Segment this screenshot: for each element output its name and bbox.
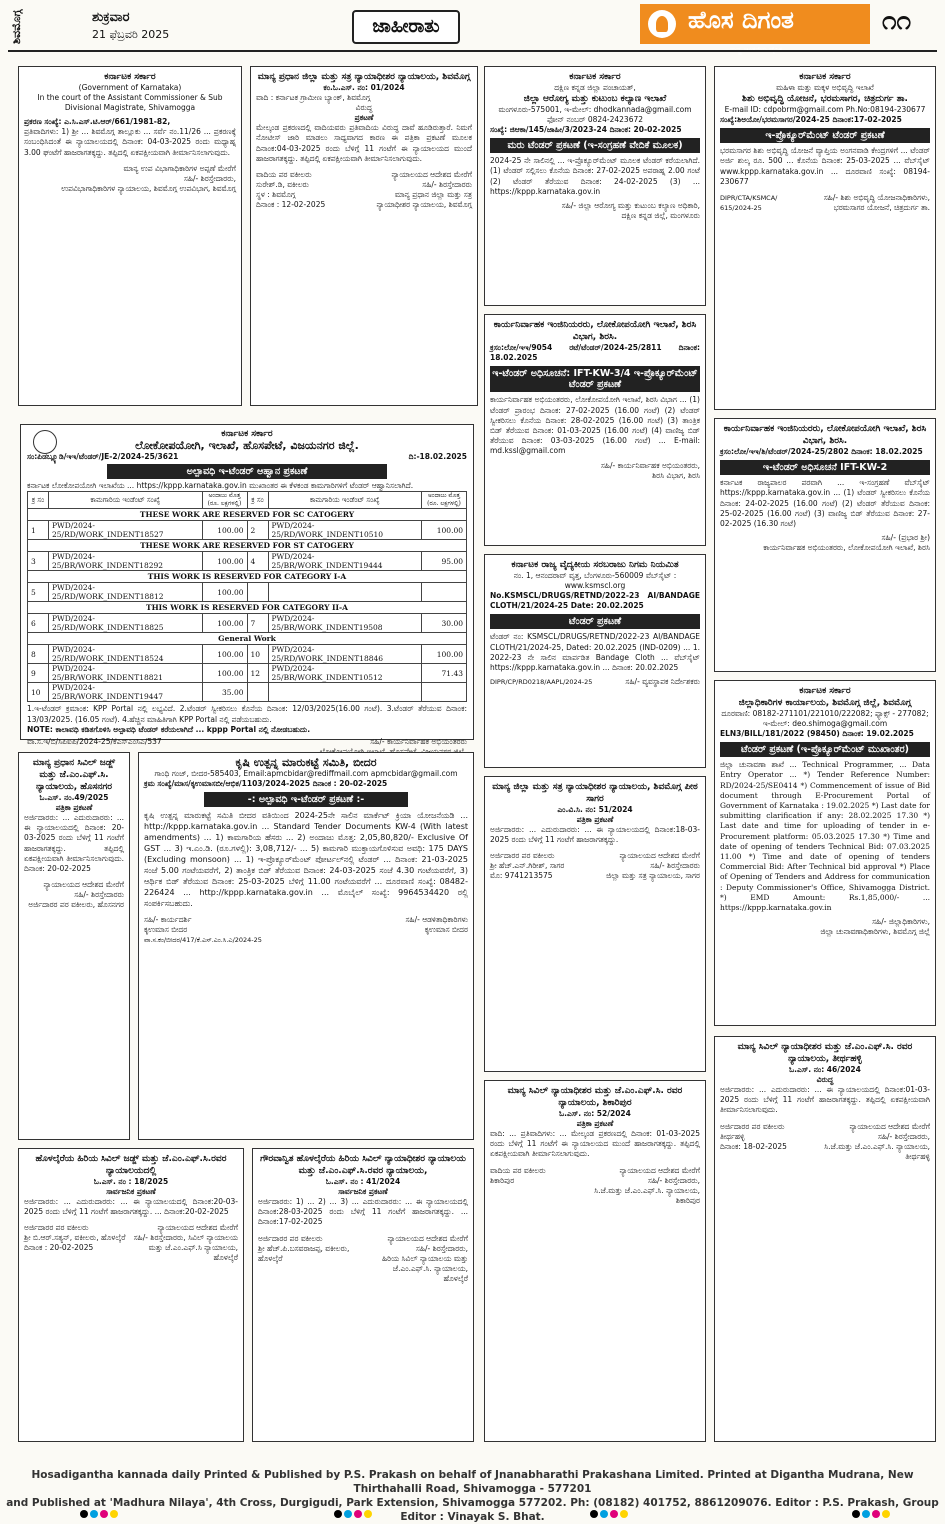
registration-dot bbox=[872, 1510, 880, 1518]
versus-label: ವಿರುದ್ಧ bbox=[355, 103, 373, 113]
notice-body: ವಾದಿ: ... ಪ್ರತಿವಾದಿಗಳು: ... ಮೇಲ್ಕಂಡ ಪ್ರಕರಣದಲ್ಲಿ ದಿನಾಂಕ: 01-03-2025 ರಂದು ಬೆಳಿಗ್ಗೆ 11 ಗಂಟೆಗೆ ಈ ನ್ಯಾಯಾಲಯದ ಮುಂದೆ ಹಾಜರಾಗತಕ್ಕದ್ದು. ತಪ್ಪಿದಲ್ಲಿ ಏಕಪಕ್ಷೀಯವಾಗಿ ತೀರ್ಮಾನಿಸಲಾಗುವುದು. bbox=[490, 1129, 700, 1159]
table-cell: PWD/2024-25/RD/WORK_INDENT18524 bbox=[49, 645, 203, 664]
notice-heading: ಕರ್ನಾಟಕ ಸರ್ಕಾರ bbox=[569, 72, 621, 82]
notice-thirthahalli-court bbox=[714, 1036, 936, 1442]
notice-bar: ಮರು ಟೆಂಡರ್ ಪ್ರಕಟಣೆ (ಇ-ಸಂಗ್ರಹಣೆ ವೇದಿಕೆ ಮೂಲಕ) bbox=[490, 138, 700, 153]
table-cell: 30.00 bbox=[422, 614, 467, 633]
sig-line: ಶ್ರೀ ಬಿ.ಆರ್.ಸತ್ಯನ್, ವಕೀಲರು, ಹೊಳಲ್ಕೆರೆ bbox=[24, 1233, 126, 1243]
registration-dot bbox=[110, 1510, 118, 1518]
brand-name: ಹೊಸ ದಿಗಂತ bbox=[688, 6, 794, 34]
notice-court: In the court of the Assistant Commissioner & Sub Divisional Magistrate, Shivamogga bbox=[37, 93, 223, 112]
notice-intro: ಕರ್ನಾಟಕ ಲೋಕೋಪಯೋಗಿ ಇಲಾಖೆಯ ... https://kppp.karnataka.gov.in ಮುಖಾಂತರ ಈ ಕೆಳಕಂಡ ಕಾಮಗಾರಿಗಳಿಗೆ ಟೆಂಡರ್ ಆಹ್ವಾನಿಸಲಾಗಿದೆ. bbox=[27, 481, 414, 491]
registration-marks-left bbox=[80, 1503, 120, 1513]
table-cell: 6 bbox=[28, 614, 49, 633]
dipr-code: ವಾ.ಸ.ಇ/ಬಿ/ಸಿಪಿಐಪಿ/2024-25/ಕೆಎಸ್‌ಎಂಸಿಎ/537 bbox=[27, 737, 162, 747]
flame-icon bbox=[648, 10, 676, 38]
case-number: ಓ.ಎಸ್. ನಂ: 46/2024 bbox=[789, 1065, 861, 1074]
registration-dot bbox=[862, 1510, 870, 1518]
category-row bbox=[28, 571, 467, 583]
header-rule bbox=[8, 50, 937, 52]
table-cell: 100.00 bbox=[422, 645, 467, 664]
registration-marks-center bbox=[334, 1503, 374, 1513]
notice-heading: ಮಾನ್ಯ ಜಿಲ್ಲಾ ಮತ್ತು ಸತ್ರ ನ್ಯಾಯಾಧೀಶರ ನ್ಯಾಯಾಲಯ, ಶಿವಮೊಗ್ಗ ಪೀಠ ಸಾಗರ bbox=[492, 782, 698, 804]
sig-line: ಸಹಿ/- ಕಾರ್ಯನಿರ್ವಾಹಕ ಅಭಿಯಂತರರು bbox=[370, 737, 467, 747]
case-number: ಓ.ಎಸ್. ನಂ : 41/2024 bbox=[325, 1177, 401, 1186]
registration-dot bbox=[354, 1510, 362, 1518]
notice-body: ಅರ್ಜಿದಾರರು: ... ಎದುರುದಾರರು: ... ಈ ನ್ಯಾಯಾಲಯದಲ್ಲಿ ದಿನಾಂಕ: 20-03-2025 ರಂದು ಬೆಳಿಗ್ಗೆ 11 ಗಂಟೆಗೆ ಹಾಜರಾಗತಕ್ಕದ್ದು. ತಪ್ಪಿದಲ್ಲಿ ಏಕಪಕ್ಷೀಯವಾಗಿ ತೀರ್ಮಾನಿಸಲಾಗುವುದು. ದಿನಾಂಕ: 20-02-2025 bbox=[24, 813, 124, 874]
table-row bbox=[28, 664, 467, 683]
signature-block bbox=[720, 193, 930, 213]
case-number: ಓ.ಎಸ್. ನಂ.49/2025 bbox=[39, 793, 109, 802]
notice-pwd-sirsi-kw3 bbox=[484, 314, 706, 546]
case-number: ಓ.ಎಸ್. ನಂ : 18/2025 bbox=[93, 1177, 169, 1186]
category-label: THIS WORK IS RESERVED FOR CATEGORY II-A bbox=[28, 602, 467, 614]
sig-line: ಭರಮಸಾಗರ ಯೋಜನೆ, ಚಿತ್ರದುರ್ಗ ತಾ. bbox=[833, 203, 930, 213]
registration-dot bbox=[364, 1510, 372, 1518]
sig-line: ಸಹಿ/- ಶಿರಸ್ತೇದಾರರು, bbox=[415, 1243, 468, 1253]
sig-line: ಸುರೇಶ್.ಡಿ, ವಕೀಲರು bbox=[256, 180, 309, 190]
table-cell: 3 bbox=[28, 552, 49, 571]
category-label: THESE WORK ARE RESERVED FOR SC CATOGERY bbox=[28, 509, 467, 521]
sig-line: ಸಹಿ/- ವ್ಯವಸ್ಥಾಪಕ ನಿರ್ದೇಶಕರು bbox=[625, 677, 700, 687]
sig-line: ನ್ಯಾಯಾಲಯದ ಆದೇಶದ ಮೇರೆಗೆ bbox=[619, 1165, 700, 1175]
registration-dot bbox=[620, 1510, 628, 1518]
table-cell: 2 bbox=[247, 521, 268, 540]
signature-block bbox=[490, 1166, 700, 1206]
table-cell: 95.00 bbox=[422, 552, 467, 571]
sig-line: ಶ್ರೀ ಹೆಚ್.ಪಿ.ಬಸವರಾಜಪ್ಪ, ವಕೀಲರು, ಹೊಳಲ್ಕೆರೆ bbox=[258, 1243, 350, 1263]
registration-dot bbox=[852, 1510, 860, 1518]
sig-line: ಉಪವಿಭಾಗಾಧಿಕಾರಿಗಳ ನ್ಯಾಯಾಲಯ, ಶಿವಮೊಗ್ಗ ಉಪವಿಭಾಗ, ಶಿವಮೊಗ್ಗ bbox=[61, 183, 236, 193]
sig-line: ಅರ್ಜಿದಾರರ ಪರ ವಕೀಲರು bbox=[24, 1223, 89, 1233]
registration-dot bbox=[100, 1510, 108, 1518]
notice-heading: ಮಾನ್ಯ ಪ್ರಧಾನ ಜಿಲ್ಲಾ ಮತ್ತು ಸತ್ರ ನ್ಯಾಯಾಧೀಶರ ನ್ಯಾಯಾಲಯ, ಶಿವಮೊಗ್ಗ bbox=[257, 72, 471, 82]
sig-line: ದಿನಾಂಕ : 12-02-2025 bbox=[256, 200, 326, 210]
dipr-code: DIPR/CP/RD0218/AAPL/2024-25 bbox=[490, 678, 593, 687]
sig-line: ನ್ಯಾಯಾಲಯದ ಆದೇಶದ ಮೇರೆಗೆ bbox=[43, 880, 124, 890]
table-row bbox=[28, 683, 467, 702]
table-cell bbox=[422, 683, 467, 702]
signature-block bbox=[490, 461, 700, 481]
table-cell: PWD/2024-25/RD/WORK_INDENT18527 bbox=[49, 521, 203, 540]
sig-line: ಸಹಿ/- ಆಡಳಿತಾಧಿಕಾರಿಗಳು bbox=[405, 915, 468, 925]
notice-bar: ಸಾರ್ವಜನಿಕ ಪ್ರಕಟಣೆ bbox=[338, 1187, 388, 1196]
sig-line: ವಾದಿಯ ಪರ ವಕೀಲರು bbox=[490, 1165, 546, 1175]
imprint-line: and Published at 'Madhura Nilaya', 4th Cross, Durgigudi, Park Extension, Shivamogga 577202. Ph: (08182) 401752, 8861209076. Editor : P.S. Prakash, Group Editor : Vinayak S. Bhat. bbox=[6, 1497, 939, 1523]
notice-pwd-sirsi-kw2 bbox=[714, 418, 936, 672]
table-cell: 1 bbox=[28, 521, 49, 540]
notice-body: ಅರ್ಜಿದಾರರು: ... ಎದುರುದಾರರು: ... ಈ ನ್ಯಾಯಾಲಯದಲ್ಲಿ ದಿನಾಂಕ:18-03-2025 ರಂದು ಬೆಳಿಗ್ಗೆ 11 ಗಂಟೆಗೆ ಹಾಜರಾಗತಕ್ಕದ್ದು. bbox=[490, 825, 700, 845]
category-row bbox=[28, 633, 467, 645]
notice-bar: ಸಾರ್ವಜನಿಕ ಪ್ರಕಟಣೆ bbox=[106, 1187, 156, 1196]
case-number: ಕಂ.ಓ.ಎಸ್. ನಂ: 01/2024 bbox=[323, 83, 405, 92]
table-cell: 100.00 bbox=[202, 614, 247, 633]
notice-ksmscl-tender bbox=[484, 554, 706, 768]
sig-line: ಹಿರಿಯ ಸಿವಿಲ್ ನ್ಯಾಯಾಲಯ ಮತ್ತು ಜೆ.ಎಂ.ಎಫ್.ಸಿ. ನ್ಯಾಯಾಲಯ, ಹೊಳಲ್ಕೆರೆ bbox=[382, 1253, 468, 1283]
category-label: General Work bbox=[28, 633, 467, 645]
notice-subheading: ದಕ್ಷಿಣ ಕನ್ನಡ ಜಿಲ್ಲಾ ಪಂಚಾಯತ್, bbox=[554, 83, 636, 92]
notice-contact: ಗಾಂಧಿ ಗಂಜ್, ಬೀದರ-585403, Email:apmcbidar@rediffmail.com apmcbidar@gmail.com bbox=[154, 769, 458, 778]
notice-body: ಜಿಲ್ಲಾ ಚುನಾವಣಾ ಶಾಖೆ ... Technical Programmer, ... Data Entry Operator ... *) Tender Reference Number: RD/2024-25/SE0414 *) Commencement of issue of Bid document through E-Procurement Portal of Government of Karnataka : 19.02.2025 *) Last date for submitting clarification if any: 28.02.2025 17.30 *) Last date and time for uploading of tender in e-Procurement platform: 05.03.2025 17.30 *) Time and date of opening of tenders Technical Bid: 07.03.2025 11.00 *) Time and date of opening of tenders Commercial Bid: After Technical bid approval *) Place of Opening of Tenders and Address for communication : Deputy Commissioner's Office, Shivamogga District. *) EMD Amount: Rs.1,85,000/- ... https://kppp.karnataka.gov.in bbox=[720, 760, 930, 913]
notice-bar: ಪತ್ರಿಕಾ ಪ್ರಕಟಣೆ bbox=[576, 815, 614, 824]
table-cell: 100.00 bbox=[202, 583, 247, 602]
table-cell: 7 bbox=[247, 614, 268, 633]
notice-bar: ಇ-ಟೆಂಡರ್ ಅಧಿಸೂಚನೆ IFT-KW-2 bbox=[720, 460, 930, 475]
notice-heading: ಕೃಷಿ ಉತ್ಪನ್ನ ಮಾರುಕಟ್ಟೆ ಸಮಿತಿ, ಬೀದರ bbox=[235, 756, 377, 769]
reference-number: ಕ್ರಸಂ:ಲೋ/ಇಇ/9054 ರಟೆ/ಟೆಂಡರ್/2024-25/2811 ದಿನಾಂಕ: 18.02.2025 bbox=[490, 343, 700, 363]
sig-line: ಅರ್ಜಿದಾರರ ಪರ ವಕೀಲರು bbox=[258, 1233, 323, 1243]
sig-line: ದಕ್ಷಿಣ ಕನ್ನಡ ಜಿಲ್ಲೆ, ಮಂಗಳೂರು bbox=[621, 211, 700, 221]
table-cell: PWD/2024-25/BR/WORK_INDENT18292 bbox=[49, 552, 203, 571]
registration-dot bbox=[600, 1510, 608, 1518]
column-header: ಕಾಮಗಾರಿಯ ಇಂಡೆಂಟ್ ಸಂಖ್ಯೆ bbox=[49, 492, 203, 509]
sig-line: ಸಿ.ಜೆ.ಮತ್ತು ಜೆ.ಎಂ.ಎಫ್.ಸಿ. ನ್ಯಾಯಾಲಯ, ತೀರ್ಥಹಳ್ಳಿ bbox=[824, 1141, 930, 1161]
case-number: ಓ.ಎಸ್. ನಂ: 52/2024 bbox=[559, 1109, 631, 1118]
dipr-code: ವಾ.ಸ.ಕಂ/ಬೀದರ/417/ಕೆ.ಎಸ್.ಎಂ.ಸಿ.ಎ/2024-25 bbox=[144, 936, 262, 945]
reference-number: ಸಂಖ್ಯೆ:ಶಿಅಯೋ/ಭರಮಸಾಗರ/2024-25 ದಿನಾಂಕ:17-02-2025 bbox=[720, 115, 902, 124]
sig-line: ಅರ್ಜಿದಾರರ ಪರ ವಕೀಲರು bbox=[490, 851, 555, 861]
category-row bbox=[28, 509, 467, 521]
notice-department: ಜಿಲ್ಲಾ ಆರೋಗ್ಯ ಮತ್ತು ಕುಟುಂಬ ಕಲ್ಯಾಣ ಇಲಾಖೆ bbox=[523, 94, 667, 104]
sig-line: ನ್ಯಾಯಾಲಯದ ಆದೇಶದ ಮೇರೆಗೆ bbox=[391, 170, 472, 180]
sig-line: ನ್ಯಾಯಾಲಯದ ಆದೇಶದ ಮೇರೆಗೆ bbox=[619, 851, 700, 861]
table-row bbox=[28, 521, 467, 540]
notice-hosanagara-court bbox=[18, 752, 130, 1140]
page-number: ೧೧ bbox=[882, 6, 912, 36]
notice-heading: ಮಾನ್ಯ ಪ್ರಧಾನ ಸಿವಿಲ್ ಜಡ್ಜ್ ಮತ್ತು ಜೆ.ಎಂ.ಎಫ್.ಸಿ. ನ್ಯಾಯಾಲಯ, ಹೊಸನಗರ bbox=[32, 758, 116, 792]
sig-line: ಮಾನ್ಯ ಪ್ರಧಾನ ಜಿಲ್ಲಾ ಮತ್ತು ಸತ್ರ ನ್ಯಾಯಾಧೀಶರ ನ್ಯಾಯಾಲಯ, ಶಿವಮೊಗ್ಗ bbox=[376, 190, 472, 210]
reference-number: No.KSMSCL/DRUGS/RETND/2022-23 AI/BANDAGE CLOTH/21/2024-25 Date: 20.02.2025 bbox=[490, 591, 700, 611]
notice-bar: ಟೆಂಡರ್ ಪ್ರಕಟಣೆ bbox=[490, 614, 700, 629]
notice-body: ಟೆಂಡರ್ ನಂ: KSMSCL/DRUGS/RETND/2022-23 AI/BANDAGE CLOTH/21/2024-25, Dated: 20.02.2025 (IND-0209) ... 1. 2022-23 ನೇ ಸಾಲಿನ ಮಾರ್ಪಡಿತ Bandage Cloth ... ವೆಬ್‌ಸೈಟ್ https://kppp.karnataka.gov.in ... ದಿನಾಂಕ: 20.02.2025 bbox=[490, 632, 700, 673]
signature-block bbox=[490, 851, 700, 881]
notice-apmc-bidar bbox=[138, 752, 474, 1140]
notice-body: ಕಾರ್ಯನಿರ್ವಾಹಕ ಅಭಿಯಂತರರು, ಲೋಕೋಪಯೋಗಿ ಇಲಾಖೆ, ಶಿರಸಿ ವಿಭಾಗ ... (1) ಟೆಂಡರ್ ಪ್ರಾರಂಭ ದಿನಾಂಕ: 27-02-2025 (16.00 ಗಂಟೆ) (2) ಟೆಂಡರ್ ಸ್ವೀಕರಿಸಲು ಕೊನೆಯ ದಿನಾಂಕ: 28-02-2025 (16.00 ಗಂಟೆ) (3) ತಾಂತ್ರಿಕ ಬಿಡ್ ತೆರೆಯುವ ದಿನಾಂಕ: 01-03-2025 (16.00 ಗಂಟೆ) (4) ವಾಣಿಜ್ಯ ಬಿಡ್ ತೆರೆಯುವ ದಿನಾಂಕ: 03-03-2025 (16.00 ಗಂಟೆ) ... E-mail: md.kssl@gmail.com bbox=[490, 395, 700, 456]
sig-line: ನ್ಯಾಯಾಲಯದ ಆದೇಶದ ಮೇರೆಗೆ bbox=[387, 1233, 468, 1243]
notice-bar: ಇ-ಟೆಂಡರ್ ಅಧಿಸೂಚನೆ: IFT-KW-3/4 ಇ-ಪ್ರೊಕ್ಯೂರ್‌ಮೆಂಟ್ ಟೆಂಡರ್ ಪ್ರಕಟಣೆ bbox=[490, 366, 700, 392]
table-cell: 100.00 bbox=[202, 521, 247, 540]
notice-body: ಕೃಷಿ ಉತ್ಪನ್ನ ಮಾರುಕಟ್ಟೆ ಸಮಿತಿ ಬೀದರ ವತಿಯಿಂದ 2024-25ನೇ ಸಾಲಿನ ಮಾರ್ಕೆಟ್ ಕ್ರಿಯಾ ಯೋಜನೆಯಡಿ ... http://kppp.karnataka.gov.in ... Standard Tender Documents KW-4 (With latest amendments) ... 1) ಕಾಮಗಾರಿಯ ಹೆಸರು ... 2) ಅಂದಾಜು ಮೊತ್ತ: 2,05,80,820/- Exclusive Of GST ... 3) ಇ.ಎಂ.ಡಿ. (ರೂ.ಗಳಲ್ಲಿ): 3,08,712/- ... 5) ಕಾಮಗಾರಿ ಮುಕ್ತಾಯಗೊಳಿಸುವ ಅವಧಿ: 175 DAYS (Excluding monsoon) ... 1) ಇ-ಪ್ರೊಕ್ಯೂರ್‌ಮೆಂಟ್ ಪೋರ್ಟಲ್‌ನಲ್ಲಿ ಟೆಂಡರ್ ... ದಿನಾಂಕ: 21-03-2025 ಸಂಜೆ 5.00 ಗಂಟೆಯವರೆಗೆ, 2) ತಾಂತ್ರಿಕ ಬಿಡ್ ತೆರೆಯುವ ದಿನಾಂಕ: 24-03-2025 ಸಂಜೆ 4.30 ಗಂಟೆಯವರೆಗೆ, 3) ಆರ್ಥಿಕ ಬಿಡ್ ತೆರೆಯುವ ದಿನಾಂಕ: 25-03-2025 ಬೆಳಿಗ್ಗೆ 11.00 ಗಂಟೆಯವರೆಗೆ ... ದೂರವಾಣಿ ಸಂಖ್ಯೆ: 08482-226424 ... http://kppp.karnataka.gov.in ... ಮೊಬೈಲ್ ಸಂಖ್ಯೆ: 9964534420 ರಲ್ಲಿ ಸಂಪರ್ಕಿಸಬಹುದು. bbox=[144, 811, 468, 909]
notice-bar: ಪ್ರಕಟಣೆ bbox=[354, 113, 374, 123]
sig-line: ಸಹಿ/- ಜಿಲ್ಲಾಧಿಕಾರಿಗಳು, bbox=[872, 917, 930, 927]
notice-department: ಲೋಕೋಪಯೋಗಿ, ಇಲಾಖೆ, ಹೊಸಪೇಟೆ, ವಿಜಯನಗರ ಜಿಲ್ಲೆ. bbox=[135, 439, 359, 452]
table-cell: PWD/2024-25/BR/WORK_INDENT18821 bbox=[49, 664, 203, 683]
notice-body: ಅರ್ಜಿದಾರರು: ... ಎದುರುದಾರರು: ... ಈ ನ್ಯಾಯಾಲಯದಲ್ಲಿ ದಿನಾಂಕ:20-03-2025 ರಂದು ಬೆಳಿಗ್ಗೆ 11 ಗಂಟೆಗೆ ಹಾಜರಾಗತಕ್ಕದ್ದು. ... ದಿನಾಂಕ:20-02-2025 bbox=[24, 1197, 238, 1217]
notice-department: ಶಿಶು ಅಭಿವೃದ್ಧಿ ಯೋಜನೆ, ಭರಮಸಾಗರ, ಚಿತ್ರದುರ್ಗ ತಾ. bbox=[742, 94, 908, 104]
notice-assistant-commissioner bbox=[18, 66, 242, 406]
notice-pwd-hospet-tender bbox=[20, 424, 474, 747]
table-cell: PWD/2024-25/RD/WORK_INDENT10510 bbox=[268, 521, 422, 540]
table-cell: 35.00 bbox=[202, 683, 247, 702]
signature-block bbox=[24, 880, 124, 910]
signature-block bbox=[490, 677, 700, 687]
notice-bar: ಪತ್ರಿಕಾ ಪ್ರಕಟಣೆ bbox=[55, 803, 93, 812]
notice-heading: ಕರ್ನಾಟಕ ಸರ್ಕಾರ bbox=[799, 72, 851, 82]
reference-number: ಸಂಖ್ಯೆ: ಜಿಆಕಾ/145/ಜಾಹೀ/3/2023-24 ದಿನಾಂಕ: 20-02-2025 bbox=[490, 125, 682, 134]
notice-heading: ಮಾನ್ಯ ಸಿವಿಲ್ ನ್ಯಾಯಾಧೀಶರ ಮತ್ತು ಜೆ.ಎಂ.ಎಫ್.ಸಿ. ರವರ ನ್ಯಾಯಾಲಯ, ತೀರ್ಥಹಳ್ಳಿ bbox=[737, 1042, 913, 1064]
notice-bar: -: ಅಲ್ಪಾವಧಿ ಇ-ಟೆಂಡರ್ ಪ್ರಕಟಣೆ :- bbox=[204, 792, 408, 807]
table-cell: 8 bbox=[28, 645, 49, 664]
sig-line: ಸಹಿ/- ಜಿಲ್ಲಾ ಆರೋಗ್ಯ ಮತ್ತು ಕುಟುಂಬ ಕಲ್ಯಾಣ ಅಧಿಕಾರಿ, bbox=[561, 201, 700, 211]
notice-note: NOTE: ಕಾಲಾವಧಿ ಕಡಿತಗೊಳಿಸಿ ಅಲ್ಪಾವಧಿ ಟೆಂಡರ್ ಕರೆಯಲಾಗಿದೆ ... kppp Portal ನಲ್ಲಿ ನೋಡಬಹುದು. bbox=[27, 724, 311, 734]
table-row bbox=[28, 552, 467, 571]
reference-number: ELN3/BILL/181/2022 (98450) ದಿನಾಂಕ: 19.02.2025 bbox=[720, 729, 914, 738]
date-label: 21 ಫೆಬ್ರವರಿ 2025 bbox=[92, 28, 170, 41]
notice-heading: ಕರ್ನಾಟಕ ಸರ್ಕಾರ bbox=[799, 686, 851, 696]
notice-body: ಪ್ರತಿವಾದಿಗಳು: 1) ಶ್ರೀ ... ಶಿವಮೊಗ್ಗ ತಾಲ್ಲೂಕು ... ಸರ್ವೆ ನಂ.11/26 ... ಪ್ರಕರಣಕ್ಕೆ ಸಂಬಂಧಿಸಿದಂತೆ ಈ ನ್ಯಾಯಾಲಯದಲ್ಲಿ ದಿನಾಂಕ: 04-03-2025 ರಂದು ಮಧ್ಯಾಹ್ನ 3.00 ಘಂಟೆಗೆ ಹಾಜರಾಗತಕ್ಕದ್ದು. ತಪ್ಪಿದಲ್ಲಿ ಏಕಪಕ್ಷೀಯವಾಗಿ ತೀರ್ಮಾನಿಸಲಾಗುವುದು. bbox=[24, 127, 236, 157]
masthead-left bbox=[10, 8, 180, 44]
category-row bbox=[28, 540, 467, 552]
notice-body: ಅರ್ಜಿದಾರರು: 1) ... 2) ... 3) ... ಎದುರುದಾರರು: ... ಈ ನ್ಯಾಯಾಲಯದಲ್ಲಿ ದಿನಾಂಕ:28-03-2025 ರಂದು ಬೆಳಿಗ್ಗೆ 11 ಗಂಟೆಗೆ ಹಾಜರಾಗತಕ್ಕದ್ದು. ... ದಿನಾಂಕ:17-02-2025 bbox=[258, 1197, 468, 1227]
notice-bar: ಅಲ್ಪಾವಧಿ ಇ-ಟೆಂಡರ್ ಆಹ್ವಾನ ಪ್ರಕಟಣೆ bbox=[107, 464, 387, 479]
notice-department: ಜಿಲ್ಲಾಧಿಕಾರಿಗಳ ಕಾರ್ಯಾಲಯ, ಶಿವಮೊಗ್ಗ ಜಿಲ್ಲೆ, ಶಿವಮೊಗ್ಗ bbox=[738, 698, 912, 708]
signature-block bbox=[24, 1223, 238, 1263]
table-row bbox=[28, 645, 467, 664]
table-cell: PWD/2024-25/RD/WORK_INDENT18825 bbox=[49, 614, 203, 633]
table-cell: 9 bbox=[28, 664, 49, 683]
signature-block bbox=[490, 201, 700, 221]
sig-line: ಸಹಿ/- ಕಾರ್ಯನಿರ್ವಾಹಕ ಅಭಿಯಂತರರು, bbox=[600, 460, 700, 470]
dipr-code: DIPR/CTA/KSMCA/ 615/2024-25 bbox=[720, 194, 778, 213]
table-cell: PWD/2024-25/BR/WORK_INDENT10512 bbox=[268, 664, 422, 683]
category-label: THIS WORK IS RESERVED FOR CATEGORY I-A bbox=[28, 571, 467, 583]
sig-line: ಕೃಉಮಾಸ ಬೀದರ bbox=[144, 925, 188, 935]
notice-contact: E-mail ID: cdpobrm@gmail.com Ph.No:08194-230677 bbox=[724, 105, 926, 114]
sig-line: ಸಹಿ/- ಶಿಶು ಅಭಿವೃದ್ಧಿ ಯೋಜನಾಧಿಕಾರಿಗಳು, bbox=[823, 193, 930, 203]
notice-cdpo-tender bbox=[714, 66, 936, 410]
notice-subheading: (Government of Karnataka) bbox=[78, 83, 182, 92]
sig-line: ನ್ಯಾಯಾಲಯದ ಆದೇಶದ ಮೇರೆಗೆ bbox=[157, 1223, 238, 1233]
table-cell bbox=[268, 583, 422, 602]
sig-line: ಸ್ಥಳ : ಶಿವಮೊಗ್ಗ bbox=[256, 190, 296, 200]
case-number: ಪ್ರಕರಣ ಸಂಖ್ಯೆ: ಎ.ಸಿ.ಎಸ್.ಟಿ.ಆರ್/661/1981-82, bbox=[24, 117, 171, 126]
registration-dot bbox=[90, 1510, 98, 1518]
reference-number: ಸಂ:ಪಿಡಬ್ಲ್ಯೂಡಿ/ಇಇ/ಟೆಂಡರ್/JE-2/2024-25/3621 bbox=[27, 452, 179, 461]
signature-block bbox=[720, 917, 930, 937]
table-cell bbox=[247, 583, 268, 602]
table-cell: 100.00 bbox=[422, 521, 467, 540]
party: ವಾದಿ : ಕರ್ನಾಟಕ ಗ್ರಾಮೀಣ ಬ್ಯಾಂಕ್, ಶಿವಮೊಗ್ಗ bbox=[256, 93, 371, 102]
notice-holalkere-senior-court bbox=[252, 1148, 474, 1442]
column-header: ಕಾಮಗಾರಿಯ ಇಂಡೆಂಟ್ ಸಂಖ್ಯೆ bbox=[268, 492, 422, 509]
category-label: THESE WORK ARE RESERVED FOR ST CATOGERY bbox=[28, 540, 467, 552]
notice-body: ಭರಮಸಾಗರ ಶಿಶು ಅಭಿವೃದ್ಧಿ ಯೋಜನೆ ವ್ಯಾಪ್ತಿಯ ಅಂಗನವಾಡಿ ಕೇಂದ್ರಗಳಿಗೆ ... ಟೆಂಡರ್ ಅರ್ಜಿ ಶುಲ್ಕ ರೂ. 500 ... ಕೊನೆಯ ದಿನಾಂಕ: 25-03-2025 ... ವೆಬ್‌ಸೈಟ್ www.kppp.karnataka.gov.in ... ದೂರವಾಣಿ ಸಂಖ್ಯೆ: 08194-230677 bbox=[720, 146, 930, 186]
sig-line: ಜಿಲ್ಲಾ ಮತ್ತು ಸತ್ರ ನ್ಯಾಯಾಲಯ, ಸಾಗರ bbox=[606, 871, 700, 881]
sig-line: ಕೃಉಮಾಸ ಬೀದರ bbox=[424, 925, 468, 935]
indent-table bbox=[27, 491, 467, 702]
sig-line: ಸಹಿ/- (ಪ್ರಭಾರ ಶ್ರೀ) bbox=[881, 533, 930, 543]
sig-line: ಸಿ.ಜೆ.ಮತ್ತು ಜೆ.ಎಂ.ಎಫ್.ಸಿ. ನ್ಯಾಯಾಲಯ, ಶಿಕಾರಿಪುರ bbox=[594, 1185, 700, 1205]
sig-line: ತೀರ್ಥಹಳ್ಳಿ bbox=[720, 1131, 745, 1141]
notice-heading: ಮಾನ್ಯ ಸಿವಿಲ್ ನ್ಯಾಯಾಧೀಶರ ಮತ್ತು ಜೆ.ಎಂ.ಎಫ್.ಸಿ. ರವರ ನ್ಯಾಯಾಲಯ, ಶಿಕಾರಿಪುರ bbox=[507, 1086, 683, 1108]
city-label: ಶಿವಮೊಗ್ಗ bbox=[10, 9, 23, 44]
notice-heading: ಕರ್ನಾಟಕ ರಾಜ್ಯ ವೈದ್ಯಕೀಯ ಸರಬರಾಜು ನಿಗಮ ನಿಯಮಿತ bbox=[511, 560, 679, 570]
table-cell bbox=[422, 583, 467, 602]
sig-line: ಶಿಕಾರಿಪುರ bbox=[490, 1175, 515, 1185]
notice-subheading: ಮಹಿಳಾ ಮತ್ತು ಮಕ್ಕಳ ಅಭಿವೃದ್ಧಿ ಇಲಾಖೆ bbox=[776, 83, 874, 92]
sig-line: ಸಹಿ/- ಶಿರಸ್ತೇದಾರರು bbox=[74, 890, 124, 900]
sig-line: ದಿನಾಂಕ : 20-02-2025 bbox=[24, 1243, 94, 1253]
sig-line: ಮೊ: 9741213575 bbox=[490, 871, 553, 881]
table-row bbox=[28, 614, 467, 633]
sig-line: ನ್ಯಾಯಾಲಯದ ಆದೇಶದ ಮೇರೆಗೆ bbox=[849, 1121, 930, 1131]
case-number: ಎಂ.ವಿ.ಸಿ. ನಂ: 51/2024 bbox=[557, 805, 633, 814]
notice-bar: ಇ-ಪ್ರೊಕ್ಯೂರ್‌ಮೆಂಟ್ ಟೆಂಡರ್ ಪ್ರಕಟಣೆ bbox=[720, 128, 930, 143]
table-cell: 5 bbox=[28, 583, 49, 602]
brand-logo bbox=[640, 4, 870, 44]
table-cell: PWD/2024-25/RD/WORK_INDENT18846 bbox=[268, 645, 422, 664]
notice-heading: ಹೊಳಲ್ಕೆರೆಯ ಹಿರಿಯ ಸಿವಿಲ್ ಜಡ್ಜ್ ಮತ್ತು ಜೆ.ಎಂ.ಎಫ್.ಸಿ.ರವರ ನ್ಯಾಯಾಲಯದಲ್ಲಿ bbox=[35, 1154, 227, 1176]
imprint-line: Hosadigantha kannada daily Printed & Published by P.S. Prakash on behalf of Jnanabharathi Prakashana Limited. Printed at Digantha Mudrana, New Thirthahalli Road, Shivamogga - 577201 bbox=[31, 1469, 914, 1495]
table-cell: 4 bbox=[247, 552, 268, 571]
emblem-icon bbox=[33, 430, 57, 454]
sig-line: ಅರ್ಜಿದಾರರ ಪರ ವಕೀಲರು bbox=[720, 1121, 785, 1131]
reference-number: ಕ್ರಮ ಸಂಖ್ಯೆ/ಮಾಸ/ಕೃಉಮಾಸಬೀ/ಆಭಿಕ/1103/2024-2025 ದಿನಾಂಕ : 20-02-2025 bbox=[144, 779, 388, 788]
notice-body: ಮೇಲ್ಕಂಡ ಪ್ರಕರಣದಲ್ಲಿ ವಾದಿಯವರು ಪ್ರತಿವಾದಿಯ ವಿರುದ್ಧ ದಾವೆ ಹೂಡಿರುತ್ತಾರೆ. ನಿಮಗೆ ನೋಟೀಸ್ ಜಾರಿ ಮಾಡಲು ಸಾಧ್ಯವಾಗದ ಕಾರಣ ಈ ಪತ್ರಿಕಾ ಪ್ರಕಟಣೆ ಮೂಲಕ ದಿನಾಂಕ:04-03-2025 ರಂದು ಬೆಳಿಗ್ಗೆ 11 ಗಂಟೆಗೆ ಈ ನ್ಯಾಯಾಲಯದ ಮುಂದೆ ಹಾಜರಾಗತಕ್ಕದ್ದು. ತಪ್ಪಿದಲ್ಲಿ ಏಕಪಕ್ಷೀಯವಾಗಿ ತೀರ್ಮಾನಿಸಲಾಗುವುದು. bbox=[256, 123, 472, 163]
signature-block bbox=[24, 164, 236, 194]
table-cell: PWD/2024-25/RD/WORK_INDENT18812 bbox=[49, 583, 203, 602]
registration-marks-center-right bbox=[590, 1503, 630, 1513]
table-cell: PWD/2024-25/BR/WORK_INDENT19508 bbox=[268, 614, 422, 633]
signature-block bbox=[256, 170, 472, 210]
notice-body: 2024-25 ನೇ ಸಾಲಿನಲ್ಲಿ ... ಇ-ಪ್ರೊಕ್ಯೂರ್‌ಮೆಂಟ್ ಮೂಲಕ ಟೆಂಡರ್ ಕರೆಯಲಾಗಿದೆ. (1) ಟೆಂಡರ್ ಸಲ್ಲಿಸಲು ಕೊನೆಯ ದಿನಾಂಕ: 27-02-2025 ಅಪರಾಹ್ನ 2.00 ಗಂಟೆ (2) ಟೆಂಡರ್ ತೆರೆಯುವ ದಿನಾಂಕ: 24-02-2025 (3) ... https://kppp.karnataka.gov.in bbox=[490, 156, 700, 196]
notice-heading: ಕಾರ್ಯನಿರ್ವಾಹಕ ಇಂಜಿನಿಯರರು, ಲೋಕೋಪಯೋಗಿ ಇಲಾಖೆ, ಶಿರಸಿ ವಿಭಾಗ, ಶಿರಸಿ. bbox=[493, 320, 697, 342]
table-cell bbox=[268, 683, 422, 702]
notice-contact: ನಂ. 1, ಆನಂದರಾವ್ ವೃತ್ತ, ಬೆಂಗಳೂರು-560009 ವೆಬ್‌ಸೈಟ್ : www.ksmscl.org bbox=[513, 571, 677, 590]
sig-line: ಸಹಿ/- ಶಿರಸ್ತೇದಾರರು bbox=[650, 861, 700, 871]
notice-sagar-court bbox=[484, 776, 706, 1072]
notice-district-court bbox=[250, 66, 478, 406]
sig-line: ಶಿರಸಿ ವಿಭಾಗ, ಶಿರಸಿ bbox=[652, 470, 700, 480]
notice-contact: ದೂರವಾಣಿ: 08182-271101/221010/222082; ಫ್ಯಾಕ್ಸ್ - 277082; ಇ-ಮೇಲ್: deo.shimoga@gmail.com bbox=[721, 709, 929, 728]
table-cell bbox=[247, 683, 268, 702]
notice-body: 1.ಇ-ಟೆಂಡರ್ ಕ್ರಮಾಂಕ: KPP Portal ನಲ್ಲಿ ಲಭ್ಯವಿದೆ. 2.ಟೆಂಡರ್ ಸ್ವೀಕರಿಸಲು ಕೊನೆಯ ದಿನಾಂಕ: 12/03/2025(16.00 ಗಂಟೆ). 3.ಟೆಂಡರ್ ತೆರೆಯುವ ದಿನಾಂಕ: 13/03/2025. (16.05 ಗಂಟೆ). 4.ಹೆಚ್ಚಿನ ಮಾಹಿತಿಗಾಗಿ KPP Portal ನಲ್ಲಿ ಪಡೆಯಬಹುದು. bbox=[27, 704, 467, 724]
notice-shikaripura-court bbox=[484, 1080, 706, 1442]
registration-dot bbox=[80, 1510, 88, 1518]
notice-holalkere-court bbox=[18, 1148, 244, 1442]
table-header-row bbox=[28, 492, 467, 509]
table-cell: 10 bbox=[247, 645, 268, 664]
notice-dc-shivamogga bbox=[714, 680, 936, 1026]
notice-heading: ಕರ್ನಾಟಕ ಸರ್ಕಾರ bbox=[104, 72, 156, 82]
day-label: ಶುಕ್ರವಾರ bbox=[92, 10, 130, 25]
sig-line: ಅರ್ಜಿದಾರರ ಪರ ವಕೀಲರು, ಹೊಸನಗರ bbox=[28, 900, 124, 910]
signature-block bbox=[144, 915, 468, 935]
registration-dot bbox=[344, 1510, 352, 1518]
table-row bbox=[28, 583, 467, 602]
notice-bar: ವಿರುದ್ಧ bbox=[816, 1075, 834, 1084]
sig-line: ಸಹಿ/- ಶಿರಸ್ತೇದಾರರು, bbox=[647, 1175, 700, 1185]
notice-heading: ಕಾರ್ಯನಿರ್ವಾಹಕ ಇಂಜಿನಿಯರರು, ಲೋಕೋಪಯೋಗಿ ಇಲಾಖೆ, ಶಿರಸಿ ವಿಭಾಗ, ಶಿರಸಿ. bbox=[723, 424, 927, 446]
signature-block bbox=[258, 1234, 468, 1284]
notice-contact: ಮಂಗಳೂರು-575001, ಇ-ಮೇಲ್: dhodkannada@gmail.com ಫೋನ್ ನಂಬರ್ 0824-2423672 bbox=[498, 105, 692, 124]
notice-heading: ಕರ್ನಾಟಕ ಸರ್ಕಾರ bbox=[221, 429, 273, 439]
notice-heading: ಗೌರವಾನ್ವಿತ ಹೊಳಲ್ಕೆರೆಯ ಹಿರಿಯ ಸಿವಿಲ್ ನ್ಯಾಯಾಧೀಶರ ನ್ಯಾಯಾಲಯ ಮತ್ತು ಜೆ.ಎಂ.ಎಫ್.ಸಿ.ರವರ ನ್ಯಾಯಾಲಯ, bbox=[260, 1154, 466, 1176]
table-cell: PWD/2024-25/BR/WORK_INDENT19444 bbox=[268, 552, 422, 571]
table-cell: 100.00 bbox=[202, 552, 247, 571]
section-title: ಜಾಹೀರಾತು bbox=[352, 10, 460, 44]
reference-row bbox=[27, 452, 467, 462]
reference-number: ಕ್ರಸಂ:ಲೋ/ಇಇ/ಶಿ/ಟೆಂಡರ್/2024-25/2802 ದಿನಾಂಕ: 18.02.2025 bbox=[720, 447, 923, 456]
category-row bbox=[28, 602, 467, 614]
table-cell: PWD/2024-25/BR/WORK_INDENT19447 bbox=[49, 683, 203, 702]
sig-line: ಮತ್ತು ಜೆ.ಎಂ.ಎಫ್.ಸಿ ನ್ಯಾಯಾಲಯ, ಹೊಳಲ್ಕೆರೆ bbox=[148, 1243, 238, 1263]
column-header: ಅಂದಾಜು ಮೊತ್ತ (ರೂ. ಲಕ್ಷಗಳಲ್ಲಿ) bbox=[422, 492, 467, 509]
sig-line: ಸಹಿ/- ಶಿರಸ್ತೇದಾರರು bbox=[422, 180, 472, 190]
registration-dot bbox=[590, 1510, 598, 1518]
notice-body: ಕರ್ನಾಟಕ ರಾಜ್ಯಪಾಲರ ಪರವಾಗಿ ... ಇ-ಸಂಗ್ರಹಣೆ ವೆಬ್‌ಸೈಟ್ https://kppp.karnataka.gov.in ... (1) ಟೆಂಡರ್ ಸ್ವೀಕರಿಸಲು ಕೊನೆಯ ದಿನಾಂಕ: 24-02-2025 (16.00 ಗಂಟೆ) (2) ಟೆಂಡರ್ ತೆರೆಯುವ ದಿನಾಂಕ: 25-02-2025 (16.00 ಗಂಟೆ) (3) ವಾಣಿಜ್ಯ ಬಿಡ್ ತೆರೆಯುವ ದಿನಾಂಕ: 27-02-2025 (16.30 ಗಂಟೆ) bbox=[720, 478, 930, 529]
column-header: ಕ್ರ ಸಂ bbox=[28, 492, 49, 509]
table-cell: 100.00 bbox=[202, 664, 247, 683]
sig-line: ಜಿಲ್ಲಾ ಚುನಾವಣಾಧಿಕಾರಿಗಳು, ಶಿವಮೊಗ್ಗ ಜಿಲ್ಲೆ bbox=[820, 927, 930, 937]
sig-line: ಸಹಿ/- ಶಿರಸ್ತೇದಾರರು, bbox=[877, 1131, 930, 1141]
imprint-footer bbox=[0, 1468, 945, 1523]
table-cell: 10 bbox=[28, 683, 49, 702]
signature-block bbox=[720, 1122, 930, 1162]
registration-dot bbox=[610, 1510, 618, 1518]
table-cell: 12 bbox=[247, 664, 268, 683]
sig-line: ಸಹಿ/- ಶಿರಸ್ತೇದಾರರು, ಸಿವಿಲ್ ನ್ಯಾಯಾಲಯ bbox=[133, 1233, 238, 1243]
registration-dot bbox=[882, 1510, 890, 1518]
table-cell: 71.43 bbox=[422, 664, 467, 683]
sig-line: ಸಹಿ/- ಕಾರ್ಯದರ್ಶಿ bbox=[144, 915, 192, 925]
reference-date: ದಿ:-18.02.2025 bbox=[408, 452, 467, 461]
sig-line: ಕಾರ್ಯನಿರ್ವಾಹಕ ಅಭಿಯಂತರರು, ಲೋಕೋಪಯೋಗಿ ಇಲಾಖೆ, ಶಿರಸಿ bbox=[763, 543, 930, 553]
notice-health-department bbox=[484, 66, 706, 306]
notice-bar: ಪತ್ರಿಕಾ ಪ್ರಕಟಣೆ bbox=[576, 1119, 614, 1128]
sig-line: ವಾದಿಯ ಪರ ವಕೀಲರು bbox=[256, 170, 312, 180]
sig-line: ಮಾನ್ಯ ಉಪ ವಿಭಾಗಾಧಿಕಾರಿಗಳ ಅಪ್ಪಣೆ ಮೇರೆಗೆ bbox=[123, 163, 236, 173]
signature-block bbox=[720, 533, 930, 553]
registration-marks-right bbox=[852, 1503, 892, 1513]
column-header: ಅಂದಾಜು ಮೊತ್ತ (ರೂ. ಲಕ್ಷಗಳಲ್ಲಿ) bbox=[202, 492, 247, 509]
sig-line: ಶ್ರೀ ಹೆಚ್.ಎನ್.ಗಿರೀಶ್, ಸಾಗರ bbox=[490, 861, 565, 871]
notice-bar: ಟೆಂಡರ್ ಪ್ರಕಟಣೆ (ಇ-ಪ್ರೊಕ್ಯೂರ್‌ಮೆಂಟ್ ಮುಖಾಂತರ) bbox=[720, 742, 930, 757]
registration-dot bbox=[334, 1510, 342, 1518]
column-header: ಕ್ರ ಸಂ bbox=[247, 492, 268, 509]
notice-body: ಅರ್ಜಿದಾರರು: ... ಎದುರುದಾರರು: ... ಈ ನ್ಯಾಯಾಲಯದಲ್ಲಿ ದಿನಾಂಕ:01-03-2025 ರಂದು ಬೆಳಿಗ್ಗೆ 11 ಗಂಟೆಗೆ ಹಾಜರಾಗತಕ್ಕದ್ದು. ತಪ್ಪಿದಲ್ಲಿ ಏಕಪಕ್ಷೀಯವಾಗಿ ತೀರ್ಮಾನಿಸಲಾಗುವುದು. bbox=[720, 1085, 930, 1115]
sig-line: ಸಹಿ/- ಶಿರಸ್ತೇದಾರರು, bbox=[183, 173, 236, 183]
sig-line: ದಿನಾಂಕ: 18-02-2025 bbox=[720, 1141, 787, 1151]
table-cell: 100.00 bbox=[202, 645, 247, 664]
